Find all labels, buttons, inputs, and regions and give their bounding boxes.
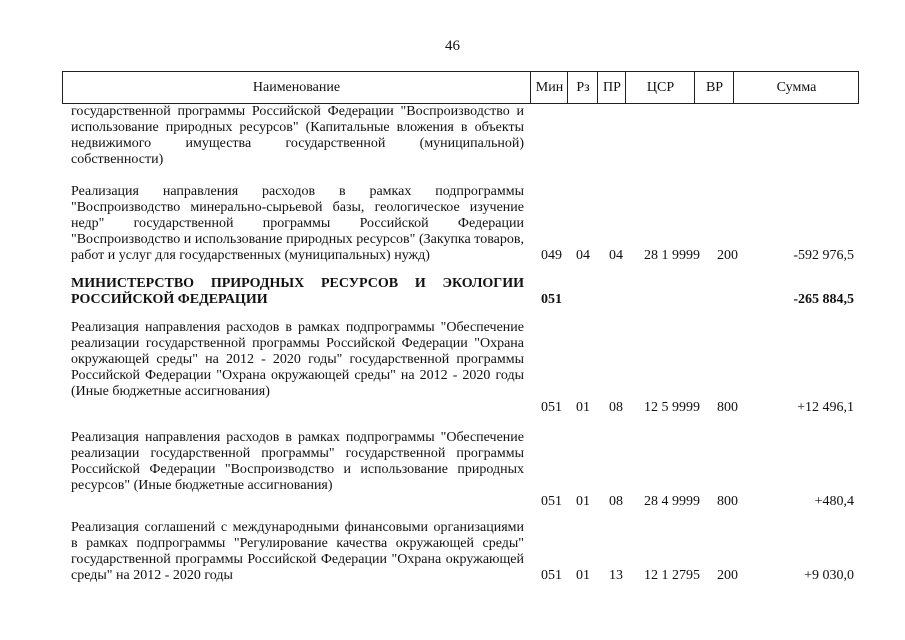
row-vr: 800 (717, 400, 738, 415)
row-csr: 12 1 2795 (644, 568, 700, 583)
table-row-ministry (0, 276, 905, 308)
row-vr: 200 (717, 248, 738, 263)
row-pr: 08 (609, 400, 623, 415)
page-number: 46 (445, 38, 460, 54)
table-row (0, 184, 905, 264)
row-rz: 01 (576, 494, 590, 509)
row-pr: 13 (609, 568, 623, 583)
row-vr: 200 (717, 568, 738, 583)
row-rz: 01 (576, 568, 590, 583)
table-row (0, 320, 905, 416)
row-name: Реализация соглашений с международными финансовыми организациями в рамках подпрограммы "Регулирование качества окружающей среды" государственной программы Российской Федерации "Охрана окружающей среды" на 2012 - 2020 годы (71, 520, 524, 583)
row-sum: -592 976,5 (793, 248, 854, 263)
header-name: Наименование (252, 80, 341, 95)
row-min: 049 (541, 248, 562, 263)
row-name: Реализация направления расходов в рамках подпрограммы "Обеспечение реализации государственной программы Российской Федерации "Охрана окружающей среды" на 2012 - 2020 годы" государственной программы Российской Федерации "Охрана окружающей среды" на 2012 - 2020 годы (Иные бюджетные ассигнования) (71, 320, 524, 399)
row-name: Реализация направления расходов в рамках подпрограммы "Воспроизводство минерально-сырьевой базы, геологическое изучение недр" государственной программы Российской Федерации "Воспроизводство и использование природных ресурсов" (Закупка товаров, работ и услуг для государственных (муниципальных) нужд) (71, 184, 524, 263)
header-csr: ЦСР (625, 72, 695, 103)
table-row (0, 520, 905, 584)
header-rz: Рз (567, 72, 598, 103)
row-sum: +9 030,0 (804, 568, 854, 583)
row-min: 051 (541, 568, 562, 583)
table-header (62, 71, 859, 104)
row-rz: 01 (576, 400, 590, 415)
row-sum: -265 884,5 (793, 292, 854, 307)
row-rz: 04 (576, 248, 590, 263)
row-csr: 28 1 9999 (644, 248, 700, 263)
row-name: государственной программы Российской Федерации "Воспроизводство и использование природных ресурсов" (Капитальные вложения в объекты недвижимого имущества государственной (муниципальной) собственности) (71, 104, 524, 167)
row-sum: +12 496,1 (797, 400, 854, 415)
row-csr: 12 5 9999 (644, 400, 700, 415)
row-min: 051 (541, 292, 562, 307)
table-row (0, 104, 905, 168)
header-vr: ВР (694, 72, 734, 103)
header-pr: ПР (597, 72, 626, 103)
header-sum: Сумма (733, 72, 859, 103)
row-min: 051 (541, 400, 562, 415)
header-min: Мин (530, 72, 568, 103)
row-name: Реализация направления расходов в рамках подпрограммы "Обеспечение реализации государственной программы" государственной программы Российской Федерации "Воспроизводство и использование природных ресурсов" (Иные бюджетные ассигнования) (71, 430, 524, 493)
ministry-title: МИНИСТЕРСТВО ПРИРОДНЫХ РЕСУРСОВ И ЭКОЛОГИИ РОССИЙСКОЙ ФЕДЕРАЦИИ (71, 276, 524, 307)
row-vr: 800 (717, 494, 738, 509)
row-pr: 04 (609, 248, 623, 263)
row-pr: 08 (609, 494, 623, 509)
row-csr: 28 4 9999 (644, 494, 700, 509)
row-sum: +480,4 (814, 494, 854, 509)
row-min: 051 (541, 494, 562, 509)
table-row (0, 430, 905, 510)
